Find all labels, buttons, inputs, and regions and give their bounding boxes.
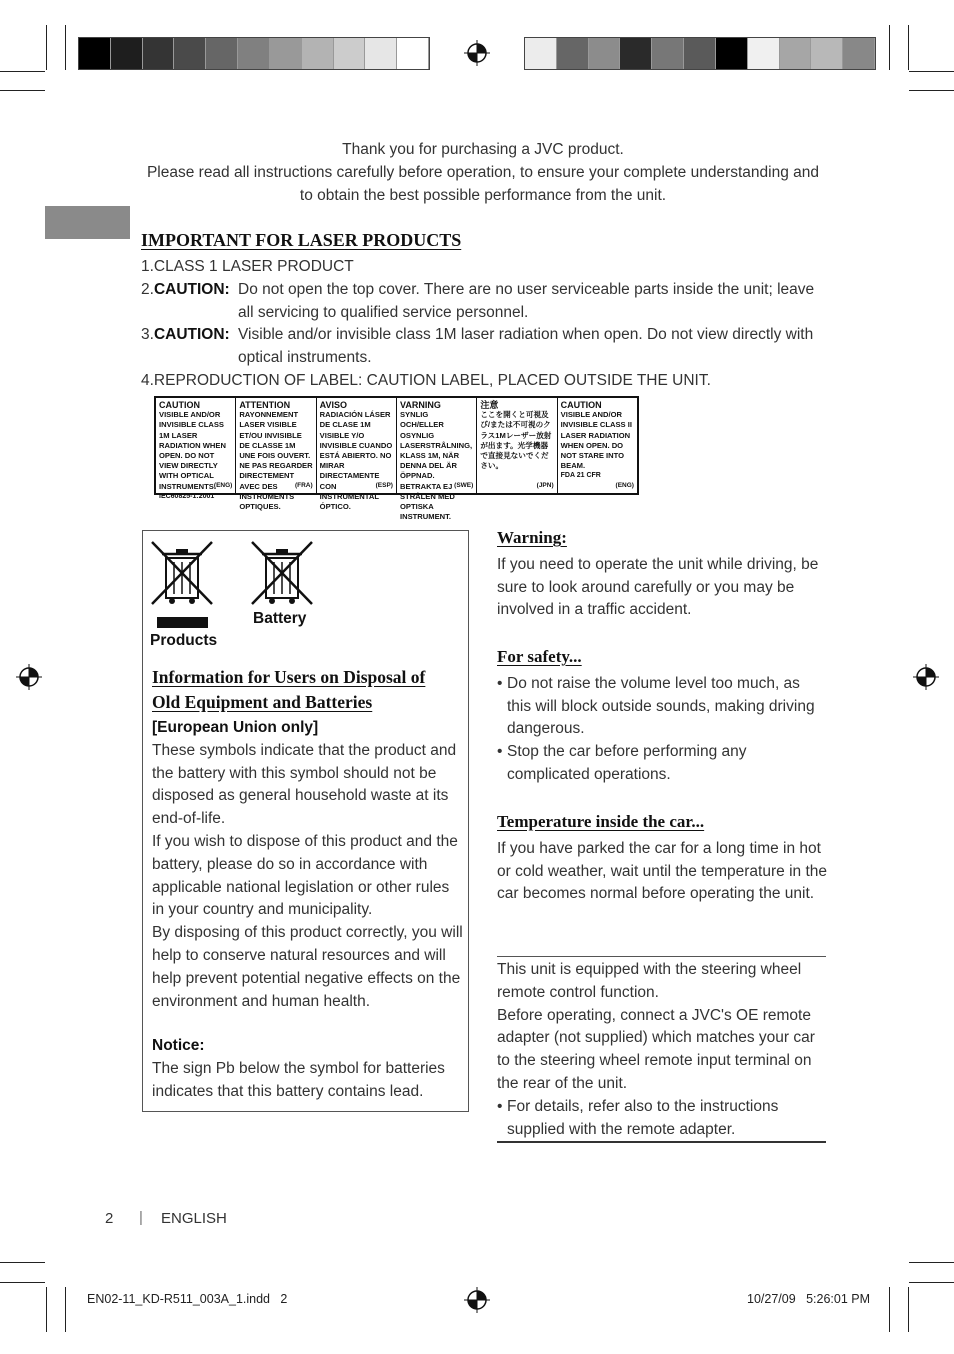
slug-date-info: 10/27/09 5:26:01 PM <box>747 1292 871 1306</box>
warning-section <box>497 527 827 622</box>
color-swatch <box>620 38 652 69</box>
label-lang-code: (ENG) <box>213 481 233 489</box>
color-swatch <box>652 38 684 69</box>
color-swatch <box>79 38 111 69</box>
color-swatch <box>589 38 621 69</box>
label-lang-code: (SWE) <box>454 481 474 489</box>
crop-mark <box>908 25 909 70</box>
products-label: Products <box>150 632 218 649</box>
disposal-paragraph-3: By disposing of this product correctly, you will help to conserve natural resources and will help prevent potential negative effects on the environment and human health. <box>152 924 463 1010</box>
crop-mark <box>889 1287 890 1332</box>
safety-bullet-2 <box>497 741 827 787</box>
registration-mark-icon <box>913 664 939 690</box>
steering-bullet <box>497 1096 826 1142</box>
registration-mark-icon <box>464 1287 490 1313</box>
intro-line-2: Please read all instructions carefully before operation, to ensure your complete understanding and to obtain the best possible performance from the unit. <box>146 164 820 204</box>
color-swatch <box>684 38 716 69</box>
products-bar-marker <box>157 617 208 628</box>
crop-mark <box>65 25 66 70</box>
color-swatch <box>748 38 780 69</box>
color-swatch <box>811 38 843 69</box>
laser-item-2 <box>141 279 831 325</box>
crop-mark <box>908 1287 909 1332</box>
crop-mark <box>909 1282 954 1283</box>
laser-item-4: 4.REPRODUCTION OF LABEL: CAUTION LABEL, PLACED OUTSIDE THE UNIT. <box>141 371 711 389</box>
color-swatch <box>780 38 812 69</box>
color-swatch <box>843 38 875 69</box>
intro-line-1: Thank you for purchasing a JVC product. <box>342 141 624 158</box>
label-standard: FDA 21 CFR <box>560 472 601 480</box>
temperature-section <box>497 811 827 906</box>
label-title: CAUTION <box>159 400 200 410</box>
crop-mark <box>46 25 47 70</box>
bullet-icon: • <box>497 743 503 761</box>
divider <box>497 1141 826 1143</box>
crop-mark <box>46 1287 47 1332</box>
language-tab-marker <box>45 206 130 239</box>
item-number: 2. <box>141 280 154 298</box>
disposal-paragraph-2: If you wish to dispose of this product and the battery, please do so in accordance with applicable national legislation or other rules in your country and municipality. <box>152 832 458 919</box>
label-cell-eng-2 <box>558 398 637 493</box>
caution-text: Visible and/or invisible class 1M laser radiation when open. Do not view directly with optical instruments. <box>238 326 814 367</box>
bullet-text: Do not raise the volume level too much, as this will block outside sounds, making driving dangerous. <box>507 674 815 738</box>
registration-mark-icon <box>16 664 42 690</box>
label-cell-esp <box>317 398 397 512</box>
label-title: ATTENTION <box>239 400 291 410</box>
laser-list <box>141 256 831 393</box>
safety-bullet-1 <box>497 673 827 741</box>
laser-heading: IMPORTANT FOR LASER PRODUCTS <box>141 230 462 250</box>
color-swatch <box>334 38 366 69</box>
crossed-bin-products-icon <box>150 540 214 606</box>
label-cell-jpn <box>477 398 557 493</box>
label-lang-code: (ENG) <box>615 481 634 489</box>
disposal-heading-line-1: Information for Users on Disposal of <box>152 667 426 687</box>
steering-paragraph-1: This unit is equipped with the steering wheel remote control function. <box>497 961 802 1001</box>
intro-text <box>140 138 826 207</box>
disposal-paragraph-1: These symbols indicate that the product and the battery with this symbol should not be disposed as general household waste at its end-of-life. <box>152 741 457 828</box>
warning-text: If you need to operate the unit while driving, be sure to look around carefully or you may be involved in a traffic accident. <box>497 555 819 619</box>
crossed-bin-battery-icon <box>250 540 314 606</box>
color-swatch <box>174 38 206 69</box>
crop-mark <box>889 25 890 70</box>
safety-heading: For safety... <box>497 647 582 666</box>
crop-mark <box>909 90 954 91</box>
color-swatch <box>302 38 334 69</box>
label-body: SYNLIG OCH/ELLER OSYNLIG LASERSTRÅLNING, KLASS 1M, NÄR DENNA DEL ÄR ÖPPNAD. BETRAKTA EJ STRÅLEN MED OPTISKA INSTRUMENT. <box>399 410 473 522</box>
bullet-text: For details, refer also to the instructions supplied with the remote adapter. <box>507 1097 779 1138</box>
warning-heading: Warning: <box>497 528 567 547</box>
label-body: ここを開くと可視及び/または不可視のクラス1Mレーザー放射が出ます。光学機器で直接見ないでください。 <box>480 410 552 471</box>
color-swatch-bar-left <box>78 37 430 70</box>
steering-section <box>497 959 826 1141</box>
label-cell-eng <box>156 398 236 500</box>
notice-text: The sign Pb below the symbol for batteries indicates that this battery contains lead. <box>152 1060 445 1100</box>
label-title: 注意 <box>480 400 499 410</box>
footer-separator: | <box>139 1209 143 1226</box>
label-lang-code: (ESP) <box>375 481 393 489</box>
divider <box>497 956 826 957</box>
caution-text: Do not open the top cover. There are no user serviceable parts inside the unit; leave all servicing to qualified service personnel. <box>238 280 815 321</box>
caution-label: CAUTION: <box>153 280 230 298</box>
safety-section <box>497 646 827 787</box>
laser-item-3 <box>141 324 831 370</box>
color-swatch <box>397 38 429 69</box>
label-title: CAUTION <box>560 400 602 410</box>
color-swatch <box>206 38 238 69</box>
color-swatch-bar-right <box>524 37 876 70</box>
crop-mark <box>0 71 45 72</box>
notice-title: Notice: <box>152 1037 205 1055</box>
crop-mark <box>909 71 954 72</box>
page-number: 2 <box>105 1210 114 1227</box>
label-body: VISIBLE AND/OR INVISIBLE CLASS 1M LASER RADIATION WHEN OPEN. DO NOT VIEW DIRECTLY WITH OPTICAL INSTRUMENTS. <box>159 410 226 491</box>
color-swatch <box>238 38 270 69</box>
slug-file-info: EN02-11_KD-R511_003A_1.indd 2 <box>87 1292 288 1306</box>
steering-paragraph-2: Before operating, connect a JVC's OE remote adapter (not supplied) which matches your car to the steering wheel remote input terminal on the rear of the unit. <box>497 1006 815 1092</box>
battery-label: Battery <box>253 610 307 627</box>
disposal-content <box>152 665 464 1104</box>
color-swatch <box>111 38 143 69</box>
item-number: 3. <box>141 326 154 344</box>
eu-only-label: [European Union only] <box>152 719 319 736</box>
caution-label: CAUTION: <box>153 326 230 344</box>
label-body: VISIBLE AND/OR INVISIBLE CLASS II LASER RADIATION WHEN OPEN. DO NOT STARE INTO BEAM. <box>560 410 632 471</box>
color-swatch <box>143 38 175 69</box>
disposal-info-box <box>142 530 469 1112</box>
label-cell-swe <box>397 398 477 522</box>
bullet-icon: • <box>497 1097 503 1115</box>
crop-mark <box>65 1287 66 1332</box>
label-lang-code: (FRA) <box>294 481 313 489</box>
crop-mark <box>0 1262 45 1263</box>
crop-mark <box>909 1262 954 1263</box>
bullet-text: Stop the car before performing any complicated operations. <box>507 743 747 783</box>
footer-language: ENGLISH <box>161 1210 227 1227</box>
color-swatch <box>525 38 557 69</box>
color-swatch <box>557 38 589 69</box>
label-body: RADIACIÓN LÁSER DE CLASE 1M VISIBLE Y/O INVISIBLE CUANDO ESTÁ ABIERTO. NO MIRAR DIRECTAMENTE CON INSTRUMENTAL ÓPTICO. <box>319 410 393 512</box>
label-title: AVISO <box>319 400 347 410</box>
registration-mark-icon <box>464 40 490 66</box>
bullet-icon: • <box>497 674 503 692</box>
label-title: VARNING <box>399 400 441 410</box>
temperature-heading: Temperature inside the car... <box>497 812 705 831</box>
label-cell-fra <box>236 398 316 512</box>
disposal-heading-line-2: Old Equipment and Batteries <box>152 692 373 712</box>
caution-label-reproduction <box>154 396 639 522</box>
color-swatch <box>365 38 397 69</box>
temperature-text: If you have parked the car for a long time in hot or cold weather, wait until the temperature in the car becomes normal before operating the unit. <box>497 839 827 903</box>
crop-mark <box>0 90 45 91</box>
label-lang-code: (JPN) <box>536 481 554 489</box>
color-swatch <box>270 38 302 69</box>
color-swatch <box>716 38 748 69</box>
label-standard: IEC60825-1:2001 <box>159 492 215 500</box>
laser-item-1: 1.CLASS 1 LASER PRODUCT <box>141 258 354 275</box>
label-body: RAYONNEMENT LASER VISIBLE ET/OU INVISIBLE DE CLASSE 1M UNE FOIS OUVERT. NE PAS REGARDER DIRECTEMENT AVEC DES INSTRUMENTS OPTIQUES. <box>239 410 313 512</box>
crop-mark <box>0 1282 45 1283</box>
